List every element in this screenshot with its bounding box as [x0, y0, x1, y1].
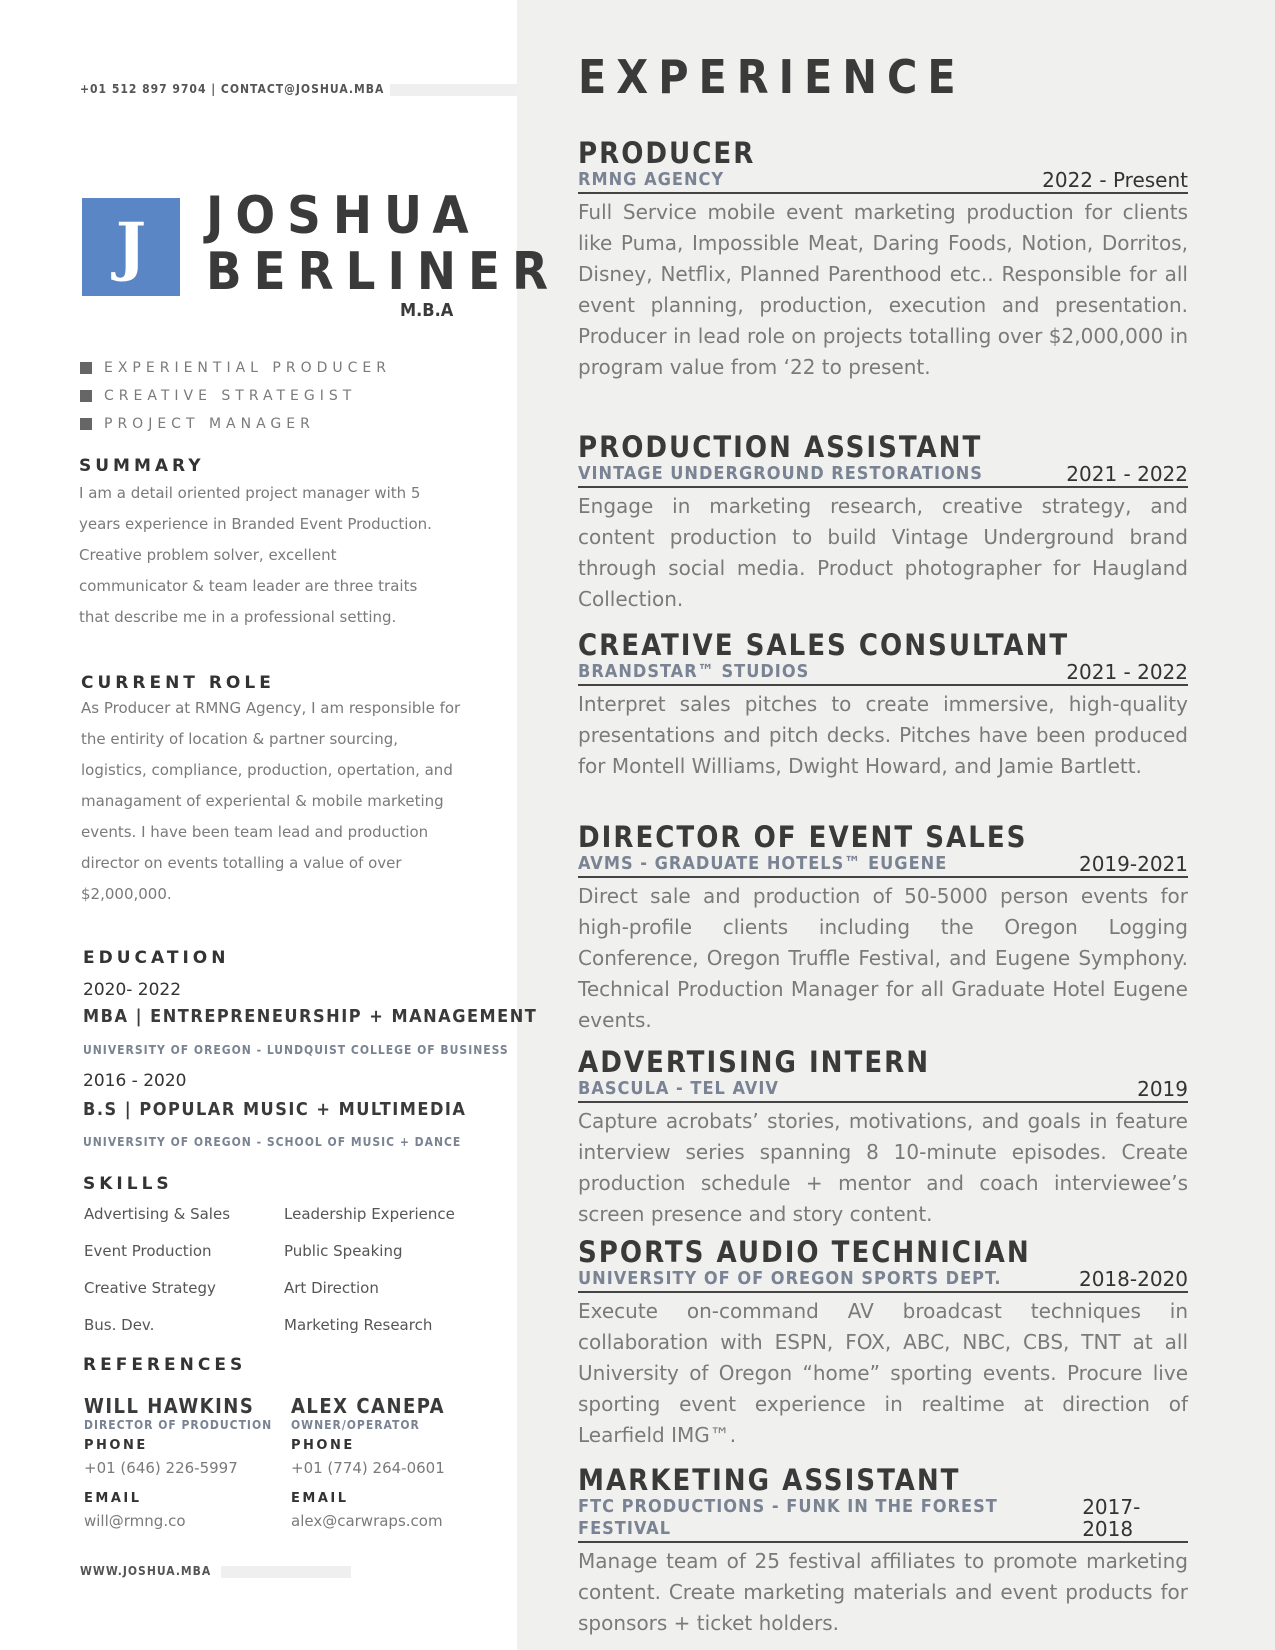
job-entry [578, 629, 1188, 782]
job-title: PRODUCTION ASSISTANT [578, 430, 983, 464]
current-role-heading: CURRENT ROLE [81, 673, 275, 693]
job-entry [578, 821, 1188, 1036]
reference-email: will@rmng.co [84, 1512, 186, 1530]
job-title: MARKETING ASSISTANT [578, 1463, 961, 1497]
skill-item: Advertising & Sales [84, 1205, 231, 1223]
skill-item: Art Direction [284, 1279, 379, 1297]
job-organization: AVMS - GRADUATE HOTELS™ EUGENE [578, 853, 948, 874]
job-dates: 2019-2021 [1078, 852, 1188, 876]
role-list [80, 354, 391, 438]
job-description: Manage team of 25 festival affiliates to promote marketing content. Create marketing materials and event products for sponsors + ticket holders. [578, 1549, 1188, 1635]
role-item: EXPERIENTIAL PRODUCER [80, 354, 391, 382]
reference-card [291, 1394, 491, 1530]
education-years: 2016 - 2020 [83, 1071, 187, 1091]
job-description: Interpret sales pitches to create immersive, high-quality presentations and pitch decks. Pitches have been produced for Montell Williams, Dwight Howard, and Jamie Bartlett. [578, 692, 1188, 778]
education-degree: B.S | POPULAR MUSIC + MULTIMEDIA [83, 1099, 467, 1120]
job-description: Direct sale and production of 50-5000 person events for high-profile clients including the Oregon Logging Conference, Oregon Truffle Festival, and Eugene Symphony. Technical Production Manager for all Graduate Hotel Eugene events. [578, 884, 1188, 1032]
role-item: PROJECT MANAGER [80, 410, 391, 438]
reference-email: alex@carwraps.com [291, 1512, 443, 1530]
skills-heading: SKILLS [83, 1174, 173, 1194]
skill-item: Marketing Research [284, 1316, 433, 1334]
monogram-logo: J [82, 198, 180, 296]
education-degree: MBA | ENTREPRENEURSHIP + MANAGEMENT [83, 1006, 538, 1027]
skill-item: Creative Strategy [84, 1279, 216, 1297]
full-name [206, 188, 560, 300]
job-org-line [578, 169, 1188, 194]
job-description: Engage in marketing research, creative strategy, and content production to build Vintage Underground brand through social media. Product photographer for Haugland Collection. [578, 494, 1188, 611]
job-entry [578, 1464, 1188, 1639]
degree-suffix: M.B.A [400, 300, 454, 321]
job-dates: 2021 - 2022 [1066, 462, 1188, 486]
reference-phone: +01 (774) 264-0601 [291, 1459, 445, 1477]
reference-phone-label: PHONE [84, 1438, 148, 1453]
summary-heading: SUMMARY [79, 456, 205, 476]
website-divider-bar [221, 1566, 351, 1578]
job-organization: UNIVERSITY OF OF OREGON SPORTS DEPT. [578, 1268, 1002, 1289]
education-heading: EDUCATION [83, 948, 230, 968]
reference-phone-label: PHONE [291, 1438, 355, 1453]
job-dates: 2021 - 2022 [1066, 660, 1188, 684]
job-dates: 2017-2018 [1082, 1495, 1141, 1541]
skill-item: Public Speaking [284, 1242, 403, 1260]
job-org-line [578, 1496, 1188, 1543]
reference-title: DIRECTOR OF PRODUCTION [84, 1418, 273, 1432]
job-title: CREATIVE SALES CONSULTANT [578, 628, 1070, 662]
contact-divider-bar [390, 84, 517, 96]
job-title: PRODUCER [578, 136, 756, 170]
current-role-text: As Producer at RMNG Agency, I am responsible for the entirity of location & partner sourcing, logistics, compliance, production, opertation, and managament of experiental & mobile marketing events. I have been team lead and production director on events totalling a value of over $2,000,000. [81, 699, 461, 903]
job-entry [578, 431, 1188, 615]
skill-item: Event Production [84, 1242, 212, 1260]
job-organization: BRANDSTAR™ STUDIOS [578, 661, 810, 682]
square-bullet-icon [80, 390, 92, 402]
job-title: ADVERTISING INTERN [578, 1045, 931, 1079]
job-organization: BASCULA - TEL AVIV [578, 1078, 779, 1099]
job-entry [578, 1046, 1188, 1230]
education-school: UNIVERSITY OF OREGON - LUNDQUIST COLLEGE OF BUSINESS [83, 1043, 509, 1057]
square-bullet-icon [80, 362, 92, 374]
job-organization: FTC PRODUCTIONS - FUNK IN THE FOREST FESTIVAL [578, 1496, 998, 1539]
job-organization: RMNG AGENCY [578, 169, 725, 190]
job-description: Full Service mobile event marketing production for clients like Puma, Impossible Meat, Daring Foods, Notion, Dorritos, Disney, Netflix, Planned Parenthood etc.. Responsible for all event planning, production, execution and presentation. Producer in lead role on projects totalling over $2,000,000 in program value from ‘22 to present. [578, 200, 1188, 379]
reference-title: OWNER/OPERATOR [291, 1418, 420, 1432]
last-name: BERLINER [206, 242, 560, 302]
reference-email-label: EMAIL [84, 1491, 142, 1506]
job-dates: 2019 [1137, 1077, 1188, 1101]
contact-info: +01 512 897 9704 | CONTACT@JOSHUA.MBA [80, 82, 385, 96]
job-entry [578, 1236, 1188, 1451]
job-org-line [578, 1078, 1188, 1103]
job-dates: 2018-2020 [1078, 1267, 1188, 1291]
job-dates: 2022 - Present [1042, 168, 1188, 192]
role-item: CREATIVE STRATEGIST [80, 382, 391, 410]
summary-text: I am a detail oriented project manager with 5 years experience in Branded Event Production. Creative problem solver, excellent communicator & team leader are three traits that describe me in a professional setting. [79, 484, 432, 626]
square-bullet-icon [80, 418, 92, 430]
job-title: SPORTS AUDIO TECHNICIAN [578, 1235, 1031, 1269]
job-entry [578, 137, 1188, 383]
reference-email-label: EMAIL [291, 1491, 349, 1506]
job-title: DIRECTOR OF EVENT SALES [578, 820, 1028, 854]
skill-item: Leadership Experience [284, 1205, 455, 1223]
website-text: WWW.JOSHUA.MBA [80, 1564, 212, 1578]
job-org-line [578, 661, 1188, 686]
references-heading: REFERENCES [83, 1355, 247, 1375]
education-school: UNIVERSITY OF OREGON - SCHOOL OF MUSIC + DANCE [83, 1135, 462, 1149]
job-description: Execute on-command AV broadcast techniques in collaboration with ESPN, FOX, ABC, NBC, CBS, TNT at all University of Oregon “home” sporting events. Procure live sporting event experience in realtime at direction of Learfield IMG™. [578, 1299, 1188, 1447]
first-name: JOSHUA [206, 186, 481, 246]
skill-item: Bus. Dev. [84, 1316, 155, 1334]
reference-name: WILL HAWKINS [84, 1394, 255, 1418]
job-org-line [578, 853, 1188, 878]
job-org-line [578, 1268, 1188, 1293]
job-organization: VINTAGE UNDERGROUND RESTORATIONS [578, 463, 983, 484]
reference-name: ALEX CANEPA [291, 1394, 446, 1418]
skills-grid [84, 1205, 504, 1334]
reference-card [84, 1394, 284, 1530]
reference-phone: +01 (646) 226-5997 [84, 1459, 238, 1477]
experience-heading: EXPERIENCE [578, 50, 966, 104]
job-description: Capture acrobats’ stories, motivations, and goals in feature interview series spanning 8 10-minute episodes. Create production schedule + mentor and coach interviewee’s screen presence and story content. [578, 1109, 1188, 1226]
job-org-line [578, 463, 1188, 488]
education-years: 2020- 2022 [83, 980, 182, 1000]
